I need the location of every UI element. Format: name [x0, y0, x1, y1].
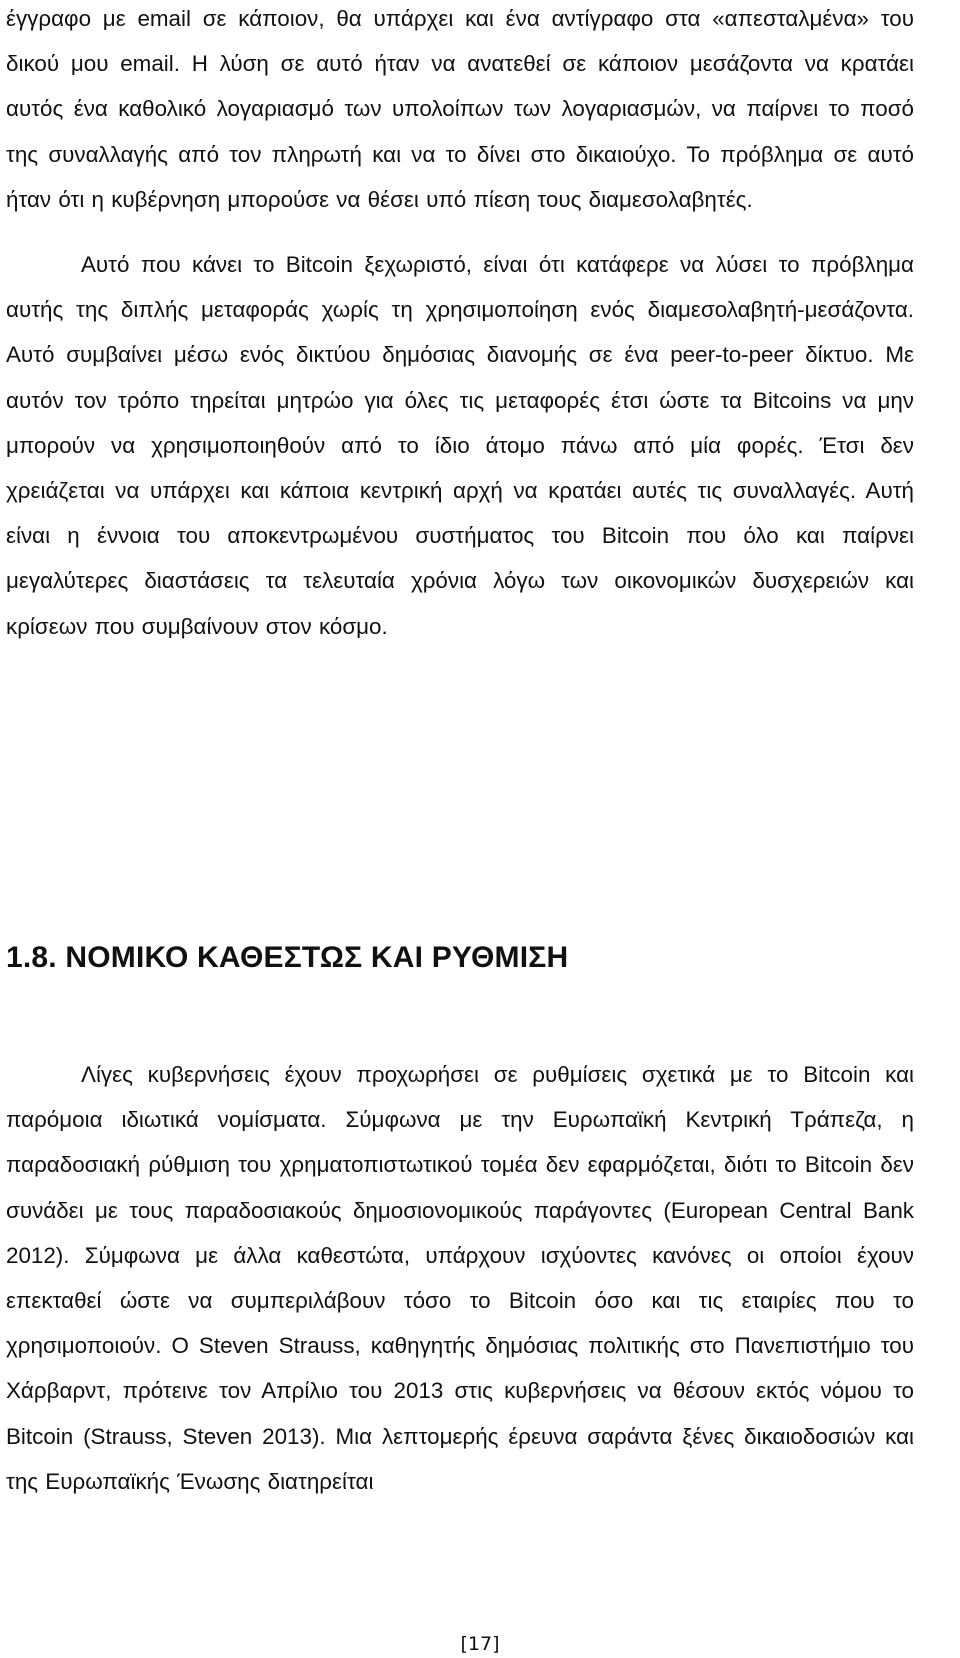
body-paragraph-1: έγγραφο με email σε κάποιον, θα υπάρχει και ένα αντίγραφο στα «απεσταλμένα» του δικού μου email. Η λύση σε αυτό ήταν να ανατεθεί σε κάποιον μεσάζοντα να κρατάει αυτός ένα καθολικό λογαριασμό των υπολοίπων των λογαριασμών, να παίρνει το ποσό της συναλλαγής από τον πληρωτή και να το δίνει στο δικαιούχο. Το πρόβλημα σε αυτό ήταν ότι η κυβέρνηση μπορούσε να θέσει υπό πίεση τους διαμεσολαβητές.	[6, 6, 914, 212]
body-paragraph-3: Λίγες κυβερνήσεις έχουν προχωρήσει σε ρυθμίσεις σχετικά με το Bitcoin και παρόμοια ιδιωτικά νομίσματα. Σύμφωνα με την Ευρωπαϊκή Κεντρική Τράπεζα, η παραδοσιακή ρύθμιση του χρηματοπιστωτικού τομέα δεν εφαρμόζεται, διότι το Bitcoin δεν συνάδει με τους παραδοσιακούς δημοσιονομικούς παράγοντες (European Central Bank 2012). Σύμφωνα με άλλα καθεστώτα, υπάρχουν ισχύοντες κανόνες οι οποίοι έχουν επεκταθεί ώστε να συμπεριλάβουν τόσο το Bitcoin όσο και τις εταιρίες που το χρησιμοποιούν. Ο Steven Strauss, καθηγητής δημόσιας πολιτικής στο Πανεπιστήμιο του Χάρβαρντ, πρότεινε τον Απρίλιο του 2013 στις κυβερνήσεις να θέσουν εκτός νόμου το Bitcoin (Strauss, Steven 2013). Μια λεπτομερής έρευνα σαράντα ξένες δικαιοδοσιών και της Ευρωπαϊκής Ένωσης διατηρείται	[6, 1062, 914, 1494]
document-page	[6, 0, 914, 1494]
page-number: [17]	[460, 1633, 500, 1655]
section-heading: 1.8. ΝΟΜΙΚΟ ΚΑΘΕΣΤΩΣ ΚΑΙ ΡΥΘΜΙΣΗ	[6, 941, 569, 974]
body-paragraph-2: Αυτό που κάνει το Bitcoin ξεχωριστό, είναι ότι κατάφερε να λύσει το πρόβλημα αυτής της διπλής μεταφοράς χωρίς τη χρησιμοποίηση ενός διαμεσολαβητή-μεσάζοντα. Αυτό συμβαίνει μέσω ενός δικτύου δημόσιας διανομής σε ένα peer-to-peer δίκτυο. Με αυτόν τον τρόπο τηρείται μητρώο για όλες τις μεταφορές έτσι ώστε τα Bitcoins να μην μπορούν να χρησιμοποιηθούν από το ίδιο άτομο πάνω από μία φορές. Έτσι δεν χρειάζεται να υπάρχει και κάποια κεντρική αρχή να κρατάει αυτές τις συναλλαγές. Αυτή είναι η έννοια του αποκεντρωμένου συστήματος του Bitcoin που όλο και παίρνει μεγαλύτερες διαστάσεις τα τελευταία χρόνια λόγω των οικονομικών δυσχερειών και κρίσεων που συμβαίνουν στον κόσμο.	[6, 252, 914, 639]
